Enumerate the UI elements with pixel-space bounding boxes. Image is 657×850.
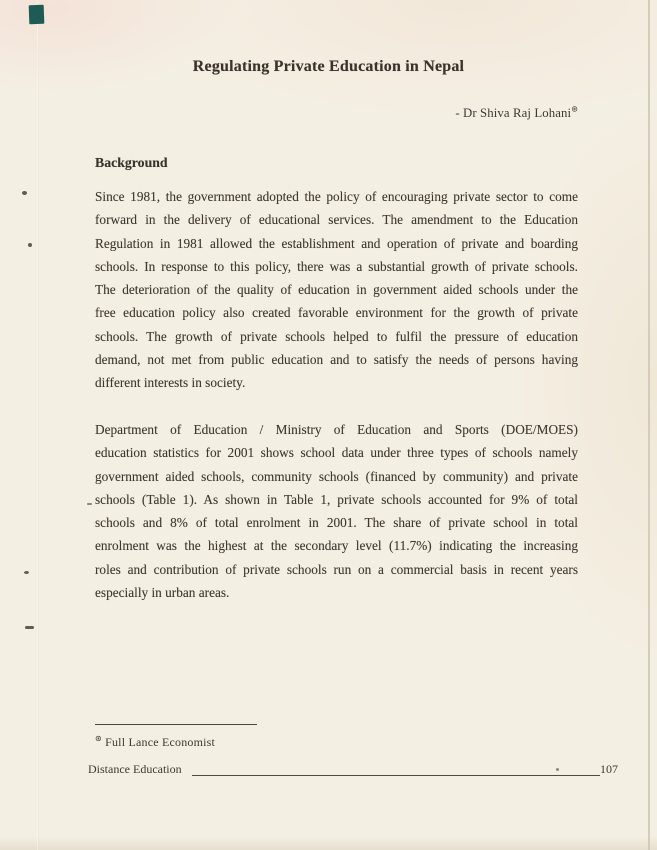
text-line: forward in the delivery of educational services. The amendment to the Education	[95, 212, 578, 228]
scan-speck	[24, 571, 29, 574]
text-line: Regulation in 1981 allowed the establishment and operation of private and boarding	[95, 235, 578, 251]
footnote	[95, 735, 215, 750]
text-line: schools (Table 1). As shown in Table 1, private schools accounted for 9% of total	[95, 491, 578, 507]
scan-speck	[25, 626, 34, 629]
footnote-divider	[95, 724, 257, 725]
text-line: different interests in society.	[95, 375, 246, 391]
text-line: Department of Education / Ministry of Education and Sports (DOE/MOES)	[95, 422, 578, 437]
text-line: enrolment was the highest at the secondary level (11.7%) indicating the increasing	[95, 538, 578, 554]
text-line: The deterioration of the quality of education in government aided schools under the	[95, 282, 578, 298]
paper-right-edge	[648, 0, 650, 850]
author-footnote-marker: ⊛	[571, 104, 578, 114]
text-line: education statistics for 2001 shows school data under three types of schools namely	[95, 445, 578, 461]
scan-speck	[87, 503, 92, 505]
footer-journal-name: Distance Education	[88, 762, 182, 776]
page-footer	[88, 762, 618, 778]
scan-speck	[28, 243, 32, 247]
text-line: roles and contribution of private schools run on a commercial basis in recent years	[95, 561, 578, 577]
text-line: Since 1981, the government adopted the policy of encouraging private sector to come	[95, 189, 578, 204]
paper-left-crease	[37, 0, 39, 850]
footnote-text: Full Lance Economist	[105, 735, 216, 749]
section-heading: Background	[95, 155, 168, 170]
text-line: schools and 8% of total enrolment in 2001. The share of private school in total	[95, 515, 578, 531]
text-line: schools. In response to this policy, there was a substantial growth of private schools.	[95, 258, 578, 274]
corner-scan-mark	[29, 5, 45, 25]
footnote-marker: ⊛	[95, 734, 102, 743]
footer-rule	[192, 762, 600, 776]
page-title: Regulating Private Education in Nepal	[192, 58, 465, 75]
page-number: 107	[600, 762, 618, 776]
author-line	[455, 106, 578, 121]
text-line: schools. The growth of private schools helped to fulfil the pressure of education	[95, 328, 578, 344]
scan-speck	[22, 191, 27, 195]
paragraph-statistics	[95, 418, 578, 604]
text-line: government aided schools, community schools (financed by community) and private	[95, 468, 578, 484]
text-line: especially in urban areas.	[95, 585, 230, 601]
paragraph-background	[95, 185, 578, 395]
text-line: free education policy also created favorable environment for the growth of private	[95, 305, 578, 321]
text-line: demand, not met from public education and to satisfy the needs of persons having	[95, 352, 578, 368]
author-name: - Dr Shiva Raj Lohani	[455, 106, 572, 120]
